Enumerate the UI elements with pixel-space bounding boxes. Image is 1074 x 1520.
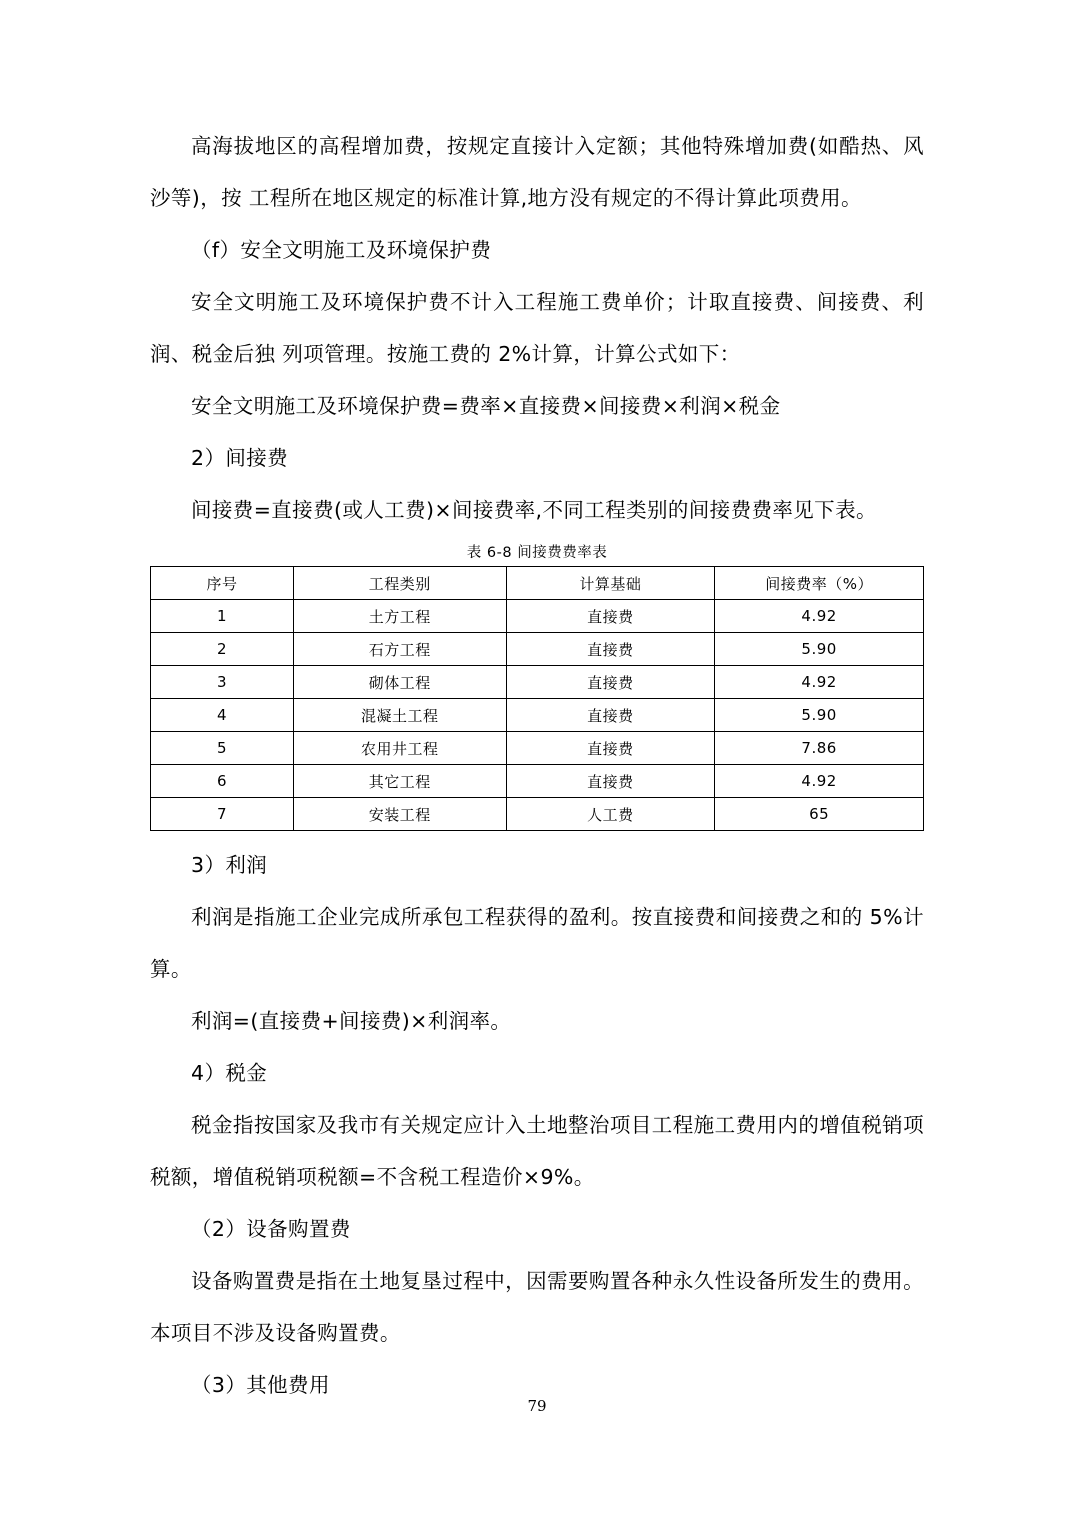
cell-rate: 5.90 <box>715 699 924 732</box>
paragraph-heading-indirect-cost: 2）间接费 <box>191 446 289 470</box>
cell-category: 砌体工程 <box>294 666 507 699</box>
cell-basis: 直接费 <box>506 666 715 699</box>
cell-basis: 直接费 <box>506 765 715 798</box>
cell-rate: 7.86 <box>715 732 924 765</box>
cell-index: 5 <box>151 732 294 765</box>
paragraph-safety-civilized-construction: 安全文明施工及环境保护费不计入工程施工费单价；计取直接费、间接费、利润、税金后独 列项管理。按施工费的 2%计算，计算公式如下： <box>150 290 924 366</box>
cell-basis: 直接费 <box>506 732 715 765</box>
cell-rate: 4.92 <box>715 765 924 798</box>
table-row <box>151 633 924 666</box>
column-header-rate: 间接费率（%） <box>715 567 924 600</box>
column-header-category: 工程类别 <box>294 567 507 600</box>
cell-index: 4 <box>151 699 294 732</box>
table-row <box>151 765 924 798</box>
paragraph-heading-equipment-purchase: （2）设备购置费 <box>191 1217 351 1241</box>
indirect-fee-rate-table <box>150 566 924 831</box>
table-row <box>151 666 924 699</box>
table-row <box>151 732 924 765</box>
table-caption: 表 6-8 间接费费率表 <box>466 545 608 561</box>
cell-basis: 直接费 <box>506 633 715 666</box>
cell-category: 安装工程 <box>294 798 507 831</box>
cell-basis: 直接费 <box>506 600 715 633</box>
paragraph-indirect-cost-formula: 间接费=直接费(或人工费)×间接费率,不同工程类别的间接费费率见下表。 <box>191 498 877 522</box>
cell-category: 其它工程 <box>294 765 507 798</box>
cell-category: 石方工程 <box>294 633 507 666</box>
paragraph-profit-description: 利润是指施工企业完成所承包工程获得的盈利。按直接费和间接费之和的 5%计算。 <box>150 905 924 981</box>
paragraph-equipment-purchase-description: 设备购置费是指在土地复垦过程中，因需要购置各种永久性设备所发生的费用。本项目不涉及设备购置费。 <box>150 1269 924 1345</box>
paragraph-heading-tax: 4）税金 <box>191 1061 268 1085</box>
table-row <box>151 600 924 633</box>
cell-rate: 4.92 <box>715 600 924 633</box>
table-header-row <box>151 567 924 600</box>
table-row <box>151 798 924 831</box>
paragraph-safety-formula: 安全文明施工及环境保护费=费率×直接费×间接费×利润×税金 <box>191 394 781 418</box>
cell-rate: 4.92 <box>715 666 924 699</box>
cell-category: 农用井工程 <box>294 732 507 765</box>
cell-index: 1 <box>151 600 294 633</box>
paragraph-elevation-surcharge: 高海拔地区的高程增加费，按规定直接计入定额；其他特殊增加费(如酷热、风沙等)，按 工程所在地区规定的标准计算,地方没有规定的不得计算此项费用。 <box>150 134 924 210</box>
cell-index: 6 <box>151 765 294 798</box>
paragraph-tax-description: 税金指按国家及我市有关规定应计入土地整治项目工程施工费用内的增值税销项税额，增值税销项税额=不含税工程造价×9%。 <box>150 1113 924 1189</box>
column-header-basis: 计算基础 <box>506 567 715 600</box>
cell-category: 混凝土工程 <box>294 699 507 732</box>
cell-basis: 直接费 <box>506 699 715 732</box>
paragraph-heading-f: （f）安全文明施工及环境保护费 <box>191 238 492 262</box>
cell-rate: 5.90 <box>715 633 924 666</box>
cell-index: 3 <box>151 666 294 699</box>
table-row <box>151 699 924 732</box>
cell-category: 土方工程 <box>294 600 507 633</box>
cell-basis: 人工费 <box>506 798 715 831</box>
page-number: 79 <box>527 1397 547 1415</box>
paragraph-heading-profit: 3）利润 <box>191 853 268 877</box>
paragraph-profit-formula: 利润=(直接费+间接费)×利润率。 <box>191 1009 512 1033</box>
cell-index: 2 <box>151 633 294 666</box>
paragraph-heading-other-costs: （3）其他费用 <box>191 1373 330 1397</box>
cell-rate: 65 <box>715 798 924 831</box>
column-header-index: 序号 <box>151 567 294 600</box>
cell-index: 7 <box>151 798 294 831</box>
